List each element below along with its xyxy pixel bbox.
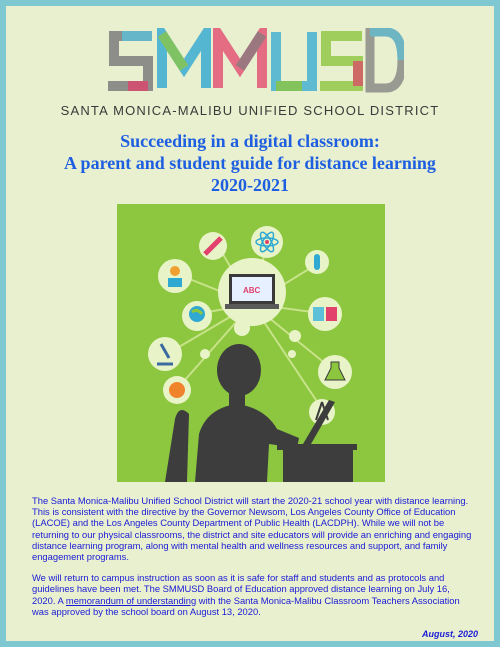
microscope-icon [148,337,182,371]
intro-paragraph-2: We will return to campus instruction as soon as it is safe for staff and students and as protocols and guidelines have been met. The SMMUSD Board of Education approved distance learning on July 16, 2020. A memorandum of understanding with the Santa Monica-Malibu Classroom Teachers Association was approved by the school board on August 13, 2020. [32,572,460,617]
intro-paragraph-1: The Santa Monica-Malibu Unified School District will start the 2020-21 school year with distance learning. This is consistent with the directive by the Governor Newsom, Los Angeles County Office of Education (LACOE) and the Los Angeles County Department of Public Health (LACDPH). While we will not be returning to our physical classrooms, the district and site educators will provide an enriching and engaging distance learning program, along with mental health and wellness resources and support, and family engagement programs. [32,495,472,563]
screen-label: ABC [243,286,261,295]
title-line-3: 2020-2021 [211,175,289,195]
globe-icon [182,301,212,331]
page-title [6,130,494,196]
test-tube-icon [305,250,329,274]
pencil-icon [199,232,227,260]
intro-text [32,495,472,627]
mou-link[interactable]: memorandum of understanding [65,594,197,606]
atom-icon [251,226,283,258]
laptop-icon [218,258,286,326]
distance-learning-illustration [117,204,385,482]
flask-icon [318,355,352,389]
lightbulb-icon [234,320,250,336]
district-name: SANTA MONICA-MALIBU UNIFIED SCHOOL DISTRICT [60,103,440,118]
smmusd-logo [104,28,404,94]
title-line-1: Succeeding in a digital classroom: [120,131,380,151]
book-icon [308,297,342,331]
basketball-icon [163,376,191,404]
title-line-2: A parent and student guide for distance learning [64,153,436,173]
publication-date: August, 2020 [421,629,478,639]
student-icon [158,259,192,293]
